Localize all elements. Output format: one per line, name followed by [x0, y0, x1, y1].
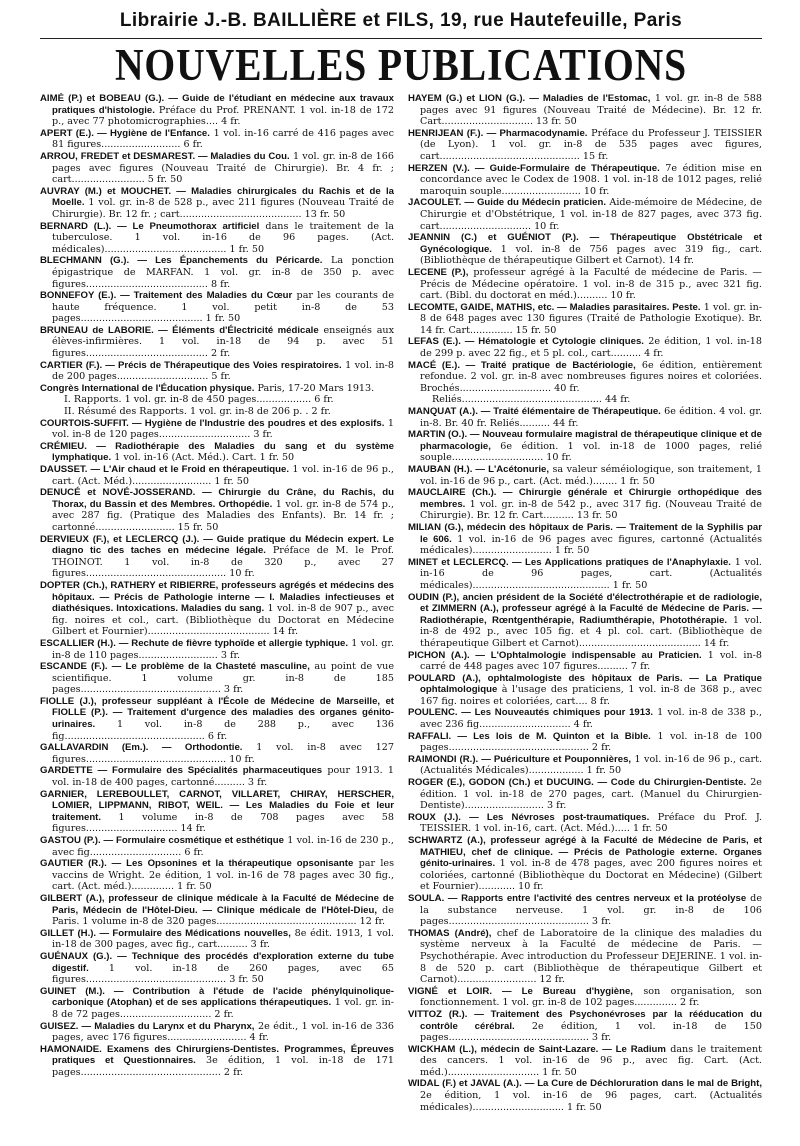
entry-details: 2e édition, 1 vol. in-18 de 299 p. avec 22 fig., et 5 pl. col., cart.......... 4 fr.: [420, 336, 762, 360]
listing-entry: [408, 267, 762, 302]
left-column: [40, 93, 394, 1133]
listing-entry: [408, 429, 762, 464]
listing-entry: [40, 360, 394, 383]
listing-entry: [408, 1009, 762, 1044]
listing-entry: [40, 858, 394, 893]
listing-entry: [40, 1044, 394, 1079]
entry-heading: MAUCLAIRE (Ch.). — Chirurgie générale et Chirurgie orthopédique des membres.: [408, 487, 762, 510]
entry-heading: DOPTER (Ch.), RATHERY et RIBIERRE, professeurs agrégés et médecins des hôpitaux. — Précis de Pathologie interne — I. Maladies infectieuses et diathésiques. Intoxications. Maladies du sang.: [40, 579, 394, 615]
entry-details: 1 vol. in-8 de 756 pages avec 319 fig., cart. (Bibliothèque de thérapeutique Gilbert et Carnot). 14 fr.: [420, 243, 762, 267]
entry-heading: ESCALLIER (H.). — Rechute de fièvre typhoïde et allergie typhique.: [40, 637, 349, 649]
entry-heading: RAIMONDI (R.). — Puériculture et Pouponnières,: [408, 753, 632, 765]
entry-heading: HERZEN (V.). — Guide-Formulaire de Thérapeutique.: [408, 162, 660, 174]
entry-details: 1 vol. in-16 de 96 p., cart. (Actualités Médicales).................. 1 fr. 50: [420, 753, 762, 777]
entry-details: 1 vol. in-16 de 96 p., cart. (Act. Méd.).......................... 1 fr. 50: [52, 464, 394, 487]
entry-heading: GASTOU (P.). — Formulaire cosmétique et esthétique: [40, 835, 284, 846]
entry-details: 1 vol. gr. in-8 de 542 p., avec 317 fig. (Nouveau Traité de Chirurgie). Br. 12 fr. Cart.......... 13 fr. 50: [420, 498, 762, 522]
entry-heading: AIMÉ (P.) et BOBEAU (G.). — Guide de l'étudiant en médecine aux travaux pratiques d'histologie.: [40, 93, 394, 116]
listing-entry: [408, 777, 762, 812]
entry-heading: HAYEM (G.) et LION (G.). — Maladies de l'Estomac,: [408, 93, 651, 104]
listing-entry: [40, 835, 394, 858]
entry-heading: MACÉ (E.). — Traité pratique de Bactériologie,: [408, 359, 636, 371]
entry-details: 2e édition, 1 vol. in-16 de 96 pages, cart. (Actualités médicales).............................. 1 fr. 50: [420, 1090, 762, 1113]
listing-entry: [40, 383, 394, 395]
entry-heading: ESCANDE (F.). — Le problème de la Chasteté masculine,: [40, 661, 310, 673]
entry-details: 1 vol. gr. in-8 de 166 pages avec figures (Nouveau Traité de Chirurgie). Br. 4 fr. ; cart........................ 5 fr. 50: [52, 150, 394, 186]
entry-details: dans le traitement des cancers. 1 vol. in-16 de 96 p., avec fig. Cart. (Act. méd.).............................. 1 fr. 50: [420, 1043, 762, 1078]
entry-details: de Paris. 1 volume in-8 de 320 pages.............................................. 12 fr.: [52, 904, 394, 928]
entry-details: 1 vol. in-8 de 492 p., avec 105 fig. et 4 pl. col. cart. (Bibliothèque de thérapeutique Gilbert et Carnot)........................................ 14 fr.: [420, 614, 762, 649]
entry-heading: CARTIER (F.). — Précis de Thérapeutique des Voies respiratoires.: [40, 359, 342, 371]
entry-heading: BERNARD (L.). — Le Pneumothorax artificiel: [40, 220, 260, 232]
entry-details: 1 vol. in-8 de 200 pages.............................. 5 fr.: [52, 359, 394, 383]
listing-entry: [408, 812, 762, 835]
listing-entry: [408, 522, 762, 557]
entry-details: 6e édition, entièrement refondue. 2 vol. gr. in-8 avec nombreuses figures noires et coloriées. Brochés.............................. 40 fr.: [420, 359, 762, 394]
entry-details: de la substance nerveuse. 1 vol. gr. in-8 de 106 pages.............................................. 3 fr.: [420, 892, 762, 928]
listing-entry: [40, 534, 394, 580]
entry-details: 1 vol. in-8 de 907 p., avec fig. noires et col., cart. (Bibliothèque du Doctorat en Médecine Gilbert et Fournier)........................................ 14 fr.: [52, 603, 395, 638]
entry-details: pour 1913. 1 vol. in-18 de 400 pages, cartonné.......... 3 fr.: [52, 765, 394, 789]
entry-details: 1 vol. in-18 de 100 pages.............................................. 2 fr.: [420, 730, 762, 754]
listing-entry: [40, 325, 394, 360]
entry-details: Paris, 17-20 Mars 1913.: [254, 382, 375, 394]
entry-heading: ROGER (E.), GODON (Ch.) et DUCUING. — Code du Chirurgien-Dentiste.: [408, 777, 747, 789]
listing-entry: [408, 197, 762, 232]
entry-heading: APERT (E.). — Hygiène de l'Enfance.: [40, 127, 210, 139]
listing-entry: [408, 1044, 762, 1079]
listing-entry: [40, 441, 394, 464]
entry-heading: OUDIN (P.), ancien président de la Société d'électrothérapie et de radiologie, et ZIMMERN (A.), professeur agrégé à la Faculté de Médecine de Paris. — Radiothérapie, Rœntgenthérapie, Radiumthérapie, Photothérapie.: [408, 591, 762, 626]
listing-entry: [408, 302, 762, 337]
entry-heading: WIDAL (F.) et JAVAL (A.). — La Cure de Déchloruration dans le mal de Bright,: [408, 1078, 762, 1090]
entry-details: 1 vol. in-8 carré de 448 pages avec 107 figures.......... 7 fr.: [420, 649, 762, 673]
entry-details: 1 vol. gr. in-8 de 72 pages.............................. 2 fr.: [52, 997, 394, 1020]
entry-heading: LECENE (P.),: [408, 266, 469, 278]
entry-details: 1 vol. gr. in-8 de 528 p., avec 211 figures (Nouveau Traité de Chirurgie). Br. 12 fr. ; cart........................................ 13 fr. 50: [52, 197, 394, 220]
listing-entry: [408, 707, 762, 730]
entry-heading: Congrès International de l'Éducation physique.: [40, 382, 255, 394]
entry-heading: COURTOIS-SUFFIT. — Hygiène de l'Industrie des poudres et des explosifs.: [40, 417, 385, 429]
listing-entry: [40, 128, 394, 151]
entry-details: sa valeur séméiologique, son traitement, 1 vol. in-16 de 96 p., cart. (Act. méd.)........ 1 fr. 50: [420, 464, 762, 487]
entry-details: 8e édit. 1913, 1 vol. in-18 de 300 pages, avec fig., cart.......... 3 fr.: [52, 927, 394, 951]
listing-entry: [408, 360, 762, 395]
entry-heading: DAUSSET. — L'Air chaud et le Froid en thérapeutique.: [40, 464, 289, 475]
listing-entry: [408, 557, 762, 592]
entry-details: dans le traitement de la tuberculose. 1 vol. in-16 de 96 pages. (Act. médicales)........................................ 1 fr. 50: [52, 220, 395, 255]
entry-heading: ARROU, FREDET et DESMAREST. — Maladies du Cou.: [40, 150, 290, 162]
entry-heading: GARNIER, LEREBOULLET, CARNOT, VILLARET, CHIRAY, HERSCHER, LOMIER, LIPPMANN, RIBOT, WEIL. — Les Maladies du Foie et leur traitement.: [40, 788, 394, 823]
entry-details: 6e édition. 1 vol. in-18 de 1000 pages, relié souple.............................. 10 fr.: [420, 440, 762, 464]
entry-details: 1 vol. gr. in-8 de 588 pages avec 91 figures (Nouveau Traité de Médecine). Br. 12 fr. Cart.............................. 13 fr. 50: [420, 93, 762, 128]
listing-entry: [40, 789, 394, 835]
listing-entry: [408, 592, 762, 650]
entry-heading: POULENC. — Les Nouveautés chimiques pour 1913.: [408, 707, 654, 719]
entry-details: 3e édition, 1 vol. in-18 de 171 pages.............................................. 2 fr.: [52, 1055, 394, 1078]
entry-details: 1 vol. in-16 de 96 pages avec figures, cartonné (Actualités médicales).......................... 1 fr. 50: [420, 533, 762, 557]
listing-entry: [40, 638, 394, 661]
entry-details: Aide-mémoire de Médecine, de Chirurgie et d'Obstétrique, 1 vol. in-18 de 827 pages, avec 373 fig. cart.............................. 10 fr.: [420, 197, 762, 232]
entry-details: 1 vol. in-16 carré de 416 pages avec 81 figures.......................... 6 fr.: [52, 127, 394, 151]
entry-details: Préface du Prof. J. TEISSIER. 1 vol. in-16, cart. (Act. Méd.)..... 1 fr. 50: [420, 811, 762, 835]
publisher-header: Librairie J.-B. BAILLIÈRE et FILS, 19, rue Hautefeuille, Paris: [119, 10, 683, 31]
entry-heading: RAFFALI. — Les lois de M. Quinton et la Bible.: [408, 730, 651, 742]
entry-heading: CRÉMIEU. — Radiothérapie des Maladies du sang et du système lymphatique.: [40, 440, 394, 464]
entry-heading: ROUX (J.). — Les Névroses post-traumatiques.: [408, 811, 650, 823]
listing-entry: [40, 580, 394, 638]
listing-entry: [408, 406, 762, 429]
listing-entry: [40, 221, 394, 256]
listing-entry: [40, 661, 394, 696]
entry-details: enseignés aux élèves-infirmières. 1 vol. in-18 de 94 p. avec 51 figures........................................ 2 fr.: [52, 324, 394, 360]
entry-heading: SOULA. — Rapports entre l'activité des centres nerveux et la protéolyse: [408, 892, 747, 904]
entry-heading: WICKHAM (L.), médecin de Saint-Lazare. — Le Radium: [408, 1043, 666, 1055]
entry-heading: GUINET (M.). — Contribution à l'étude de l'acide phénylquinolique-carbonique (Atophan) et de ses applications thérapeutiques.: [40, 985, 394, 1009]
entry-heading: JACOULET. — Guide du Médecin praticien.: [408, 197, 606, 209]
entry-details: 2e édit., 1 vol. in-16 de 336 pages, avec 176 figures.......................... 4 fr.: [52, 1020, 394, 1044]
entry-heading: AUVRAY (M.) et MOUCHET. — Maladies chirurgicales du Rachis et de la Moelle.: [40, 185, 394, 209]
entry-heading: MINET et LECLERCQ. — Les Applications pratiques de l'Anaphylaxie.: [408, 556, 731, 568]
entry-details: 2e édition. 1 vol. in-18 de 270 pages, cart. (Manuel du Chirurgien-Dentiste).......................... 3 fr.: [420, 777, 762, 812]
entry-heading: HENRIJEAN (F.). — Pharmacodynamie.: [408, 127, 588, 139]
listing-sub-entry: Reliés.............................................. 44 fr.: [432, 394, 631, 406]
entry-heading: HAMONAIDE. Examens des Chirurgiens-Dentistes. Programmes, Épreuves pratiques et Questionnaires.: [40, 1043, 394, 1067]
entry-details: 1 vol. in-8 avec 127 figures.............................................. 10 fr.: [52, 742, 394, 765]
listing-entry: [40, 765, 394, 788]
listing-sub-entry: II. Résumé des Rapports. 1 vol. gr. in-8 de 206 p. . 2 fr.: [64, 406, 331, 418]
listing-entry: [40, 418, 394, 441]
entry-heading: GAUTIER (R.). — Les Opsonines et la thérapeutique opsonisante: [40, 858, 354, 870]
entry-heading: MANQUAT (A.). — Traité élémentaire de Thérapeutique.: [408, 406, 661, 418]
listing-entry: [40, 255, 394, 290]
listing-entry: [40, 290, 394, 325]
entry-heading: GALLAVARDIN (Em.). — Orthodontie.: [40, 742, 243, 754]
entry-heading: JEANNIN (C.) et GUÉNIOT (P.). — Thérapeutique Obstétricale et Gynécologique.: [408, 232, 762, 255]
listing-entry: [408, 986, 762, 1009]
entry-heading: LEFAS (E.). — Hématologie et Cytologie cliniques.: [408, 336, 644, 348]
entry-details: 1 vol. gr. in-8 de 574 p., avec 287 fig. (Pratique des Maladies des Enfants). Br. 14 fr. ; cartonné.......................... 15 fr. 50: [52, 498, 394, 533]
entry-heading: GARDETTE — Formulaire des Spécialités pharmaceutiques: [40, 765, 323, 777]
listing-entry: [40, 893, 394, 928]
entry-details: 1 vol. in-8 de 338 p., avec 236 fig.............................. 4 fr.: [420, 707, 762, 731]
listing-entry: [40, 742, 394, 765]
entry-heading: BRUNEAU de LABORIE. — Éléments d'Électricité médicale: [40, 324, 319, 336]
entry-details: Préface du Professeur J. TEISSIER (de Lyon). 1 vol. gr. in-8 de 535 pages avec figures, cart.............................................. 15 fr.: [420, 127, 762, 162]
entry-details: au point de vue scientifique. 1 volume gr. in-8 de 185 pages.............................................. 3 fr.: [52, 661, 395, 696]
listing-entry: [40, 487, 394, 533]
entry-details: 1 vol. in-8 de 288 p., avec 136 fig.............................................. 6 fr.: [52, 719, 394, 742]
listing-entry: [408, 673, 762, 708]
page-title: NOUVELLES PUBLICATIONS: [114, 40, 688, 90]
entry-heading: VIGNÉ et LOIR. — Le Bureau d'hygiène,: [408, 985, 633, 997]
entry-heading: GILBERT (A.), professeur de clinique médicale à la Faculté de Médecine de Paris, Médecin de l'Hôtel-Dieu. — Clinique médicale de l'Hôtel-Dieu,: [40, 892, 394, 916]
entry-details: 2e édition, 1 vol. in-18 de 150 pages.............................................. 3 fr.: [420, 1020, 762, 1044]
listing-entry: [408, 232, 762, 267]
entry-details: son organisation, son fonctionnement. 1 vol. gr. in-8 de 102 pages.............. 2 fr.: [420, 985, 762, 1009]
listing-entry: [408, 650, 762, 673]
entry-details: 1 vol. in-16 de 230 p., avec fig.............................. 6 fr.: [52, 835, 394, 858]
entry-heading: DERVIEUX (F.), et LECLERCQ (J.). — Guide pratique du Médecin expert. Le diagno tic des taches en médecine légale.: [40, 533, 394, 557]
entry-heading: MAUBAN (H.). — L'Acétonurie,: [408, 464, 550, 475]
entry-details: 1 vol. gr. in-8 de 648 pages avec 130 figures (Traité de Pathologie Exotique). Br. 14 fr. Cart.............. 15 fr. 50: [420, 301, 762, 336]
entry-heading: FIOLLE (J.), professeur suppléant à l'École de Médecine de Marseille, et FIOLLE (P.). — Traitement d'urgence des maladies des organes génito-urinaires.: [40, 695, 394, 731]
listing-entry: [408, 1078, 762, 1113]
listing-entry: [408, 487, 762, 522]
listing-entry: [408, 835, 762, 893]
entry-details: 1 volume in-8 de 708 pages avec 58 figures.............................. 14 fr.: [52, 811, 394, 835]
listing-entry: [408, 336, 762, 359]
entry-heading: MILIAN (G.), médecin des hôpitaux de Paris. — Traitement de la Syphilis par le 606.: [408, 521, 762, 545]
entry-heading: THOMAS (André),: [408, 927, 492, 939]
listing-entry: [40, 93, 394, 128]
listing-entry: [408, 128, 762, 163]
entry-heading: DENUCÉ et NOVÉ-JOSSERAND. — Chirurgie du Crâne, du Rachis, du Thorax, du Bassin et des Membres. Orthopédie.: [40, 487, 394, 510]
listing-entry: [40, 464, 394, 487]
listing-sub-entry: I. Rapports. 1 vol. gr. in-8 de 450 pages.................. 6 fr.: [64, 394, 334, 406]
entry-heading: GILLET (H.). — Formulaire des Médications nouvelles,: [40, 927, 291, 939]
entry-details: Préface du Prof. PRENANT. 1 vol. in-18 de 172 p., avec 77 photomicrographies.... 4 fr.: [52, 104, 394, 128]
entry-heading: BLECHMANN (G.). — Les Épanchements du Péricarde.: [40, 255, 323, 267]
listing-entry: [408, 731, 762, 754]
entry-details: par les courants de haute fréquence. 1 vol. petit in-8 de 53 pages........................................ 1 fr. 50: [52, 290, 395, 325]
entry-details: 6e édition. 4 vol. gr. in-8. Br. 40 fr. Reliés.......... 44 fr.: [420, 406, 762, 429]
listing-entry: [408, 893, 762, 928]
entry-details: à l'usage des praticiens, 1 vol. in-8 de 368 p., avec 167 fig. noires et coloriées, cart.... 8 fr.: [420, 684, 762, 707]
entry-heading: MARTIN (O.). — Nouveau formulaire magistral de thérapeutique clinique et de pharmacologie,: [408, 429, 762, 452]
listing-entry: [40, 151, 394, 186]
listing-entry: [40, 696, 394, 742]
listing-entry: [408, 928, 762, 986]
entry-heading: GUISEZ. — Maladies du Larynx et du Pharynx,: [40, 1020, 255, 1032]
listing-entry: [408, 93, 762, 128]
listing-entry: [40, 1021, 394, 1044]
entry-heading: BONNEFOY (E.). — Traitement des Maladies du Cœur: [40, 290, 293, 302]
right-column: [408, 93, 762, 1133]
entry-details: Préface de M. le Prof. THOINOT. 1 vol. in-8 de 320 p., avec 27 figures.............................................. 10 fr.: [52, 545, 394, 580]
listing-entry: [40, 951, 394, 986]
listing-entry: [40, 186, 394, 221]
entry-details: 1 vol. in-8 de 120 pages.............................. 3 fr.: [52, 417, 394, 441]
entry-heading: SCHWARTZ (A.), professeur agrégé à la Faculté de Médecine de Paris, et MATHIEU, chef de clinique. — Précis de Pathologie externe. Organes génito-urinaires.: [408, 835, 762, 870]
entry-details: 1 vol. in-8 de 478 pages, avec 200 figures noires et coloriées, cartonné (Bibliothèque du Doctorat en Médecine) (Gilbert et Fournier)............ 10 fr.: [420, 858, 762, 893]
entry-heading: POULARD (A.), ophtalmologiste des hôpitaux de Paris. — La Pratique ophtalmologique: [408, 672, 762, 696]
entry-details: 7e édition mise en concordance avec le Codex de 1908. 1 vol. in-18 de 1012 pages, relié maroquin souple.......................... 10 fr.: [420, 162, 762, 197]
entry-heading: VITTOZ (R.). — Traitement des Psychonévroses par la rééducation du contrôle cérébral.: [408, 1008, 762, 1032]
entry-details: 1 vol. in-16 (Act. Méd.). Cart. 1 fr. 50: [111, 452, 295, 464]
entry-details: par les vaccins de Wright. 2e édition, 1 vol. in-16 de 78 pages avec 30 fig., cart. (Act. méd.).............. 1 fr. 50: [52, 858, 395, 893]
listing-entry: [408, 163, 762, 198]
listing-entry: [408, 754, 762, 777]
entry-details: chef de Laboratoire de la clinique des maladies du système nerveux à la Faculté de médecine de Paris. — Psychothérapie. Avec introduction du Professeur DEJERINE. 1 vol. in-8 de 520 p. cart (Bibliothèque de thérapeutique Gilbert et Carnot).......................... 12 fr.: [420, 927, 762, 986]
entry-details: 1 vol. gr. in-8 de 110 pages.......................... 3 fr.: [52, 637, 394, 661]
entry-details: 1 vol. in-16 de 96 pages, cart. (Actualités médicales)............................................. 1 fr. 50: [420, 556, 762, 591]
entry-details: La ponction épigastrique de MARFAN. 1 vol. gr. in-8 de 350 p. avec figures........................................ 8 fr.: [52, 255, 394, 290]
entry-heading: LECOMTE, GAIDE, MATHIS, etc. — Maladies parasitaires. Peste.: [408, 301, 701, 313]
entry-heading: PICHON (A.). — L'Ophtalmologie indispensable au Praticien.: [408, 649, 702, 661]
listing-entry: [40, 986, 394, 1021]
listing-entry: [408, 464, 762, 487]
entry-heading: GUÉNAUX (G.). — Technique des procédés d'exploration externe du tube digestif.: [40, 950, 394, 974]
entry-details: 1 vol. in-18 de 260 pages, avec 65 figures.............................................. 3 fr. 50: [52, 962, 394, 986]
listing-columns: [40, 93, 762, 1133]
entry-details: professeur agrégé à la Faculté de médecine de Paris. — Précis de Médecine opératoire. 1 vol. in-8 de 315 p., avec 321 fig. cart. (Bibl. du doctorat en méd.).......... 10 fr.: [420, 266, 762, 302]
listing-entry: [40, 928, 394, 951]
